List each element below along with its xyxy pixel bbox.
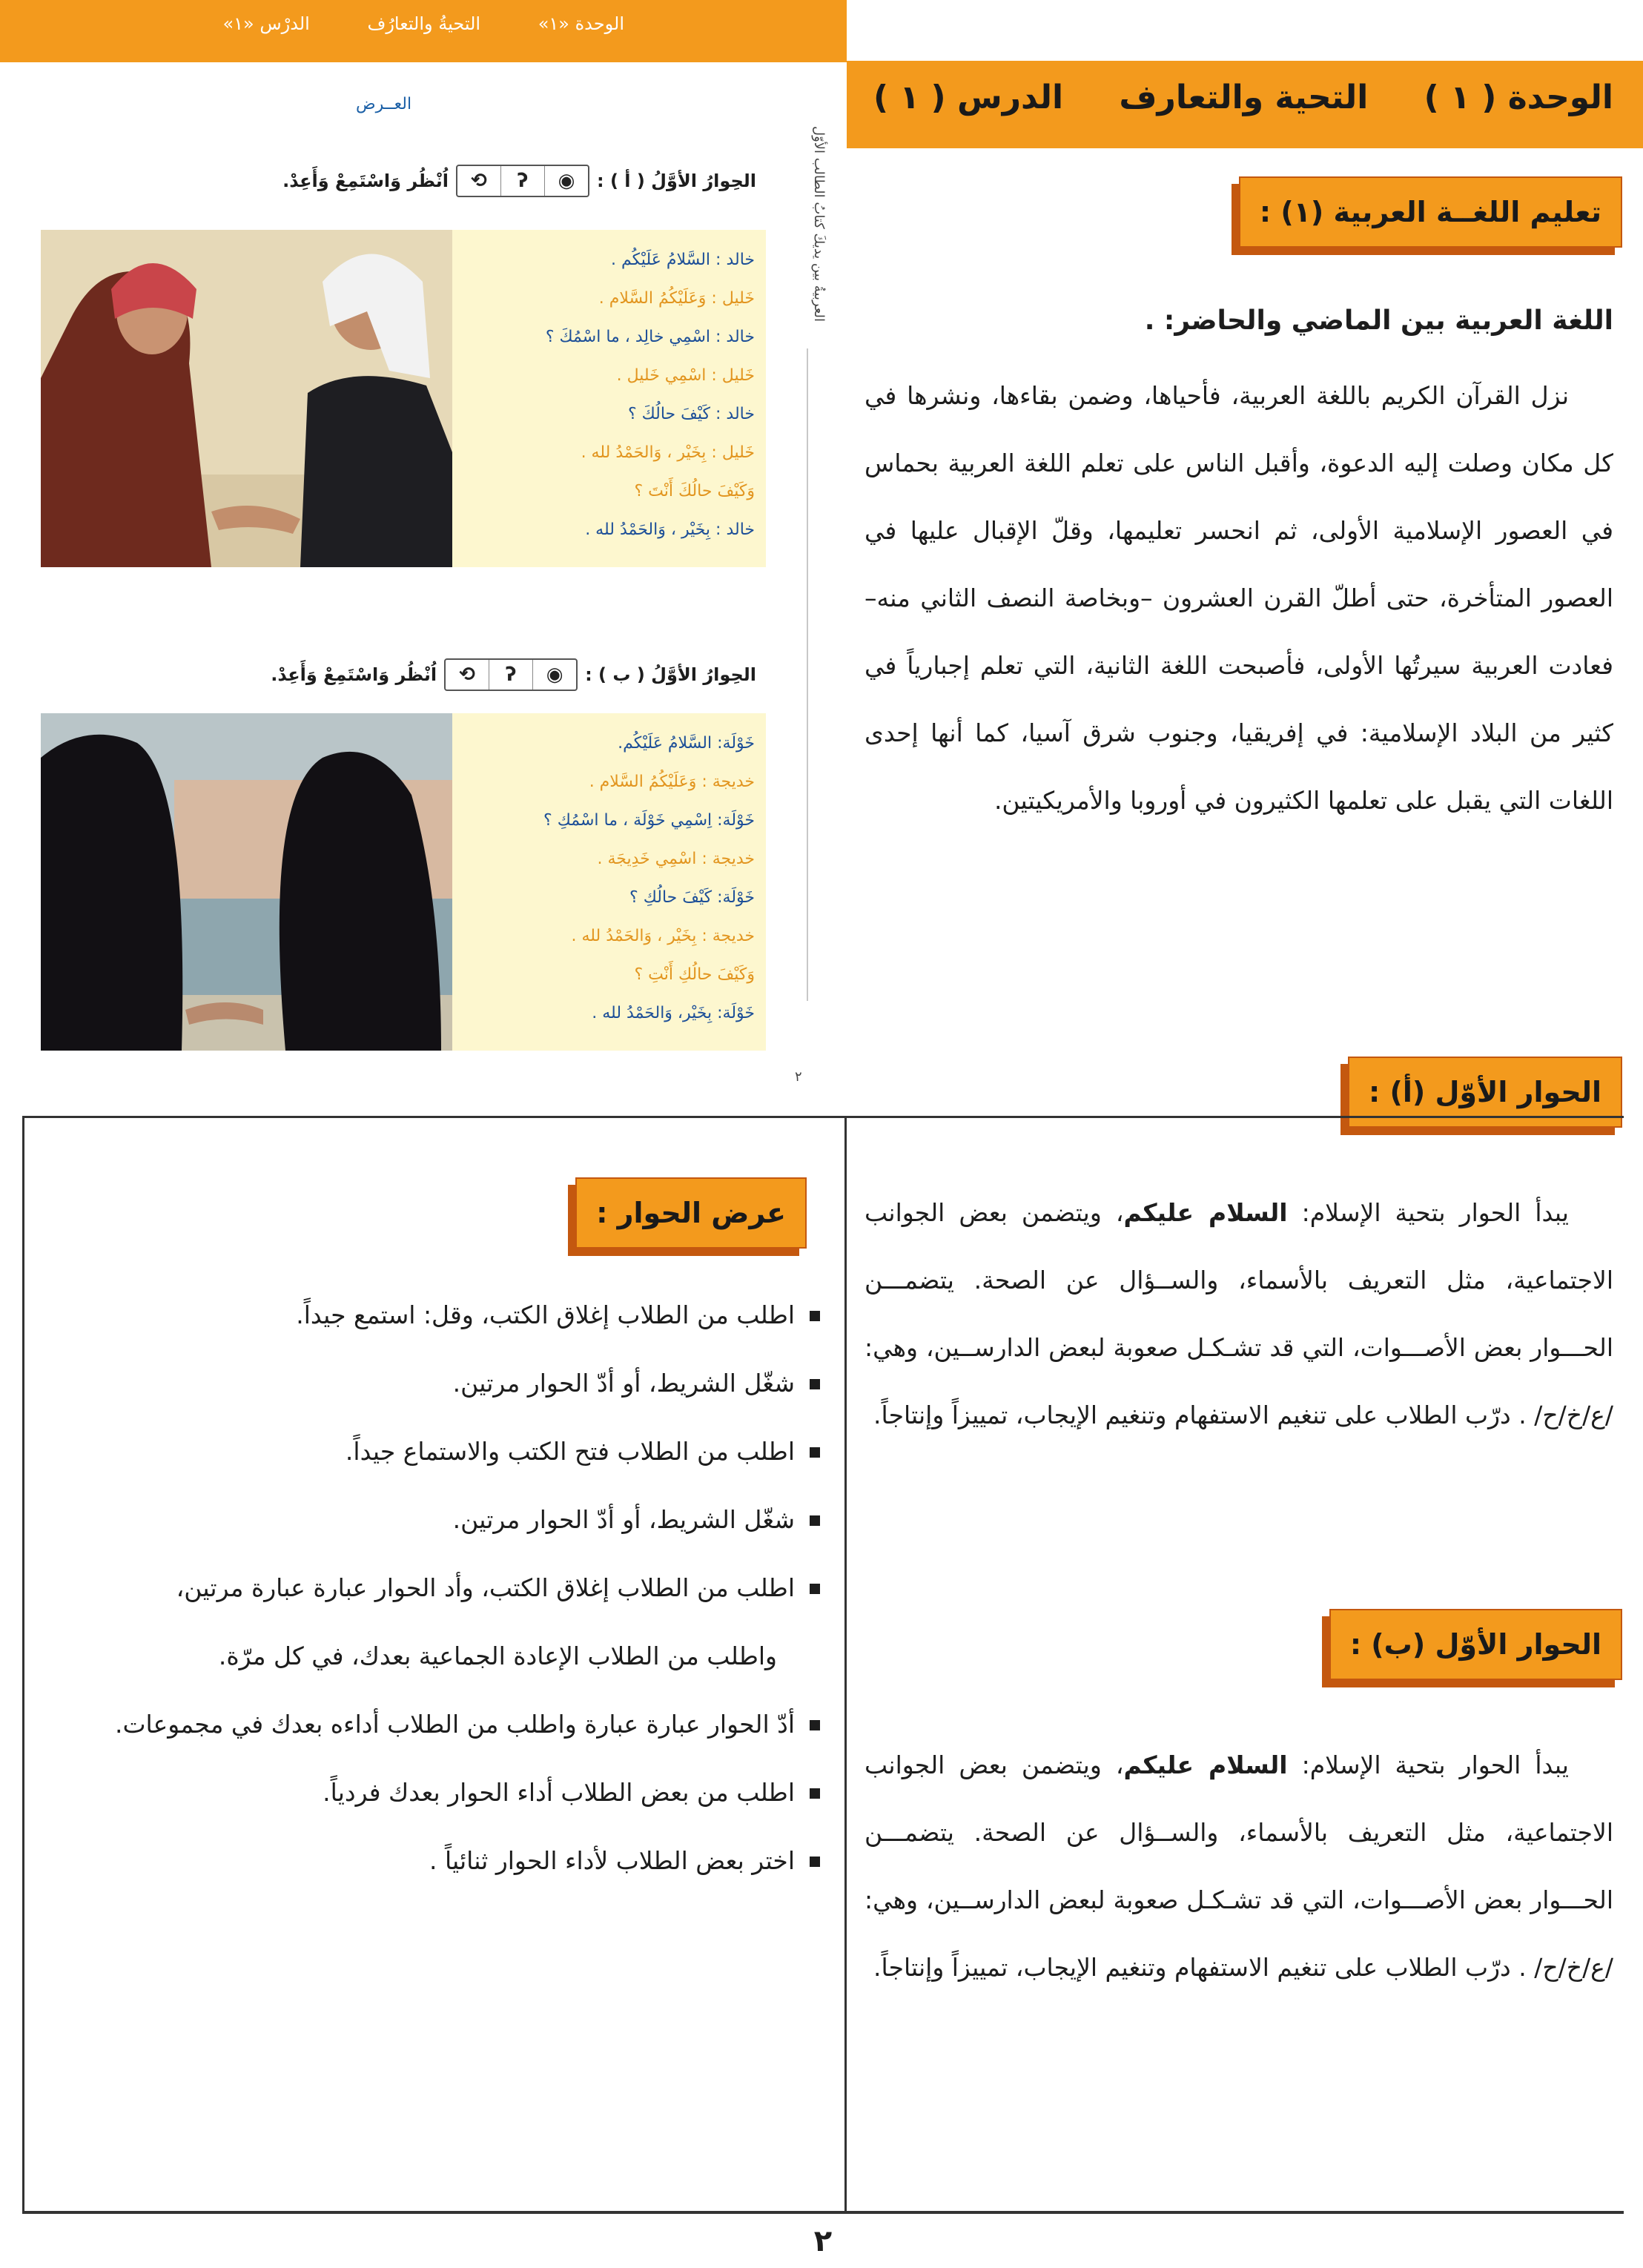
list-item: اطلب من الطلاب إغلاق الكتب، وقل: استمع جيداً. (49, 1281, 820, 1349)
dialogue-a-note-label: الحوار الأوّل (أ) : (1348, 1057, 1622, 1128)
teaching-paragraph: نزل القرآن الكريم باللغة العربية، فأحياها، وضمن بقاءها، ونشرها في كل مكان وصلت إليه الدعوة، وأقبل الناس على تعلم اللغة العربية بحماس في العصور الإسلامية الأولى، ثم انحسر تعليمها، وقلّ الإقبال عليها في العصور المتأخرة، حتى أطلّ القرن العشرون –وبخاصة النصف الثاني منه– فعادت العربية سيرتُها الأولى، فأصبحت اللغة الثانية، التي تعلم إجبارياً في كثير من البلاد الإسلامية: في إفريقيا، وجنوب شرق آسيا، كما أنها إحدى اللغات التي يقبل على تعلمها الكثيرون في أوروبا والأمريكيتين. (865, 381, 1613, 815)
inset-divider (807, 348, 808, 1001)
list-item: شغّل الشريط، أو أدّ الحوار مرتين. (49, 1349, 820, 1418)
dialogue-b-icons (444, 658, 578, 691)
list-item: اطلب من بعض الطلاب أداء الحوار بعدك فردياً. (49, 1759, 820, 1827)
inset-side-label: العربيةُ بين يديكَ كتابُ الطالب الأوّل (811, 126, 827, 322)
page-number: ٢ (813, 2224, 833, 2258)
presentation-label: عرض الحوار : (575, 1177, 807, 1249)
dialogue-a-photo (41, 230, 452, 567)
dialogue-line: خديجة : اسْمِي خَدِيجَة . (597, 850, 755, 868)
note-text: يبدأ الحوار بتحية الإسلام: (1287, 1750, 1569, 1779)
dialogue-line: خديجة : بِخَيْر ، وَالحَمْدُ لله . (571, 927, 755, 945)
greeting-bold: السلام عليكم (1123, 1198, 1288, 1227)
note-text: يبدأ الحوار بتحية الإسلام: (1287, 1198, 1569, 1227)
ear-icon: ʔ (489, 660, 532, 690)
presentation-list (49, 1281, 820, 1895)
dialogue-b-title: الحِوارُ الأوَّلُ ( ب ) : (585, 664, 756, 685)
frame-middle-rule (844, 1116, 847, 2213)
inset-section-label: العــرض (356, 95, 412, 113)
header-lesson: الدرس ( ١ ) (873, 79, 1064, 116)
dialogue-a-icons (456, 165, 589, 197)
header-unit: الوحدة ( ١ ) (1424, 79, 1613, 116)
eye-icon: ◉ (532, 660, 576, 690)
frame-bottom-rule (22, 2211, 1624, 2214)
dialogue-a-panel (41, 230, 766, 567)
teaching-subheading: اللغة العربية بين الماضي والحاضر: . (1144, 305, 1613, 336)
dialogue-line: خَليل : وَعَلَيْكُمُ السَّلام . (598, 289, 755, 308)
list-item: اطلب من الطلاب فتح الكتب والاستماع جيداً. (49, 1418, 820, 1486)
page-header (873, 79, 1613, 116)
list-item: اختر بعض الطلاب لأداء الحوار ثنائياً . (49, 1827, 820, 1895)
note-text: ، ويتضمن بعض الجوانب الاجتماعية، مثل التعريف بالأسماء، والســؤال عن الصحة. يتضمـــن الحـــوار بعض الأصـــوات، التي قد تشـكـل صعوبة لبعض الدارســين، وهي: /ع/خ/ح/ . درّب الطلاب على تنغيم الاستفهام وتنغيم الإيجاب، تمييزاً وإنتاجاً. (865, 1198, 1613, 1429)
dialogue-line: خَليل : اسْمِي خَليل . (616, 366, 755, 385)
dialogue-line: خالد : بِخَيْر ، وَالحَمْدُ لله . (585, 520, 755, 539)
header-band (847, 61, 1643, 148)
list-item: اطلب من الطلاب إغلاق الكتب، وأد الحوار عبارة عبارة مرتين، (49, 1554, 820, 1622)
dialogue-a-title: الحِوارُ الأوَّلُ ( أ ) : (596, 171, 756, 191)
dialogue-line: خالد : السَّلامُ عَلَيْكُم . (611, 251, 755, 269)
dialogue-line: خديجة : وَعَلَيْكُمُ السَّلام . (589, 773, 755, 791)
dialogue-a-heading (282, 165, 756, 197)
inset-header-text (171, 13, 624, 34)
note-text: ، ويتضمن بعض الجوانب الاجتماعية، مثل التعريف بالأسماء، والســؤال عن الصحة. يتضمـــن الحـــوار بعض الأصـــوات، التي قد تشـكـل صعوبة لبعض الدارســين، وهي: /ع/خ/ح/ . درّب الطلاب على تنغيم الاستفهام وتنغيم الإيجاب، تمييزاً وإنتاجاً. (865, 1750, 1613, 1982)
dialogue-line: خَوْلَة: كَيْفَ حالُكِ ؟ (629, 888, 755, 907)
dialogue-line: خَوْلَة: اِسْمِي خَوْلَة ، ما اسْمُكِ ؟ (543, 811, 755, 830)
dialogue-line: وَكَيْفَ حالُكَ أَنْتَ ؟ (634, 482, 755, 500)
header-topic: التحية والتعارف (1119, 79, 1369, 116)
greeting-bold: السلام عليكم (1123, 1750, 1288, 1779)
teaching-label: تعليم اللغــة العربية (١) : (1239, 176, 1622, 248)
list-item: شغّل الشريط، أو أدّ الحوار مرتين. (49, 1486, 820, 1554)
inset-topic: التحيةُ والتعارُف (367, 13, 481, 34)
dialogue-line: خَوْلَة: السَّلامُ عَلَيْكُم. (618, 734, 755, 753)
dialogue-b-note-paragraph (865, 1731, 1613, 2001)
inset-header-bar (0, 0, 847, 62)
dialogue-line: خالد : كَيْفَ حالُكَ ؟ (627, 405, 755, 423)
dialogue-b-photo (41, 713, 452, 1051)
inset-unit: الوحدة «١» (538, 13, 624, 34)
student-book-inset (0, 0, 847, 1097)
frame-left-rule (22, 1116, 24, 2213)
dialogue-b-panel (41, 713, 766, 1051)
dialogue-line: خَوْلَة: بِخَيْر، وَالحَمْدُ لله . (592, 1004, 755, 1022)
inset-page-number: ٢ (795, 1069, 802, 1085)
dialogue-b-heading (271, 658, 756, 691)
inset-lesson: الدرْس «١» (222, 13, 310, 34)
frame-top-rule (22, 1116, 1624, 1118)
dialogue-a-lines (458, 241, 755, 549)
dialogue-a-note-paragraph (865, 1179, 1613, 1449)
dialogue-line: وَكَيْفَ حالُكِ أَنْتِ ؟ (634, 965, 755, 984)
list-item: أدّ الحوار عبارة عبارة واطلب من الطلاب أداءه بعدك في مجموعات. (49, 1690, 820, 1759)
ear-icon: ʔ (500, 166, 544, 196)
eye-icon: ◉ (544, 166, 588, 196)
dialogue-b-note-label: الحوار الأوّل (ب) : (1329, 1609, 1622, 1680)
dialogue-b-instruction: اُنْظُر وَاسْتَمِعْ وَأَعِدْ. (271, 664, 437, 685)
dialogue-line: خَليل : بِخَيْر ، وَالحَمْدُ لله . (581, 443, 755, 462)
repeat-icon: ⟲ (459, 664, 475, 686)
dialogue-a-instruction: اُنْظُر وَاسْتَمِعْ وَأَعِدْ. (282, 171, 449, 191)
list-item-continuation: واطلب من الطلاب الإعادة الجماعية بعدك، في كل مرّة. (218, 1642, 777, 1670)
dialogue-line: خالد : اسْمِي خالِد ، ما اسْمُكَ ؟ (545, 328, 755, 346)
repeat-icon: ⟲ (471, 170, 487, 192)
dialogue-b-lines (458, 724, 755, 1033)
